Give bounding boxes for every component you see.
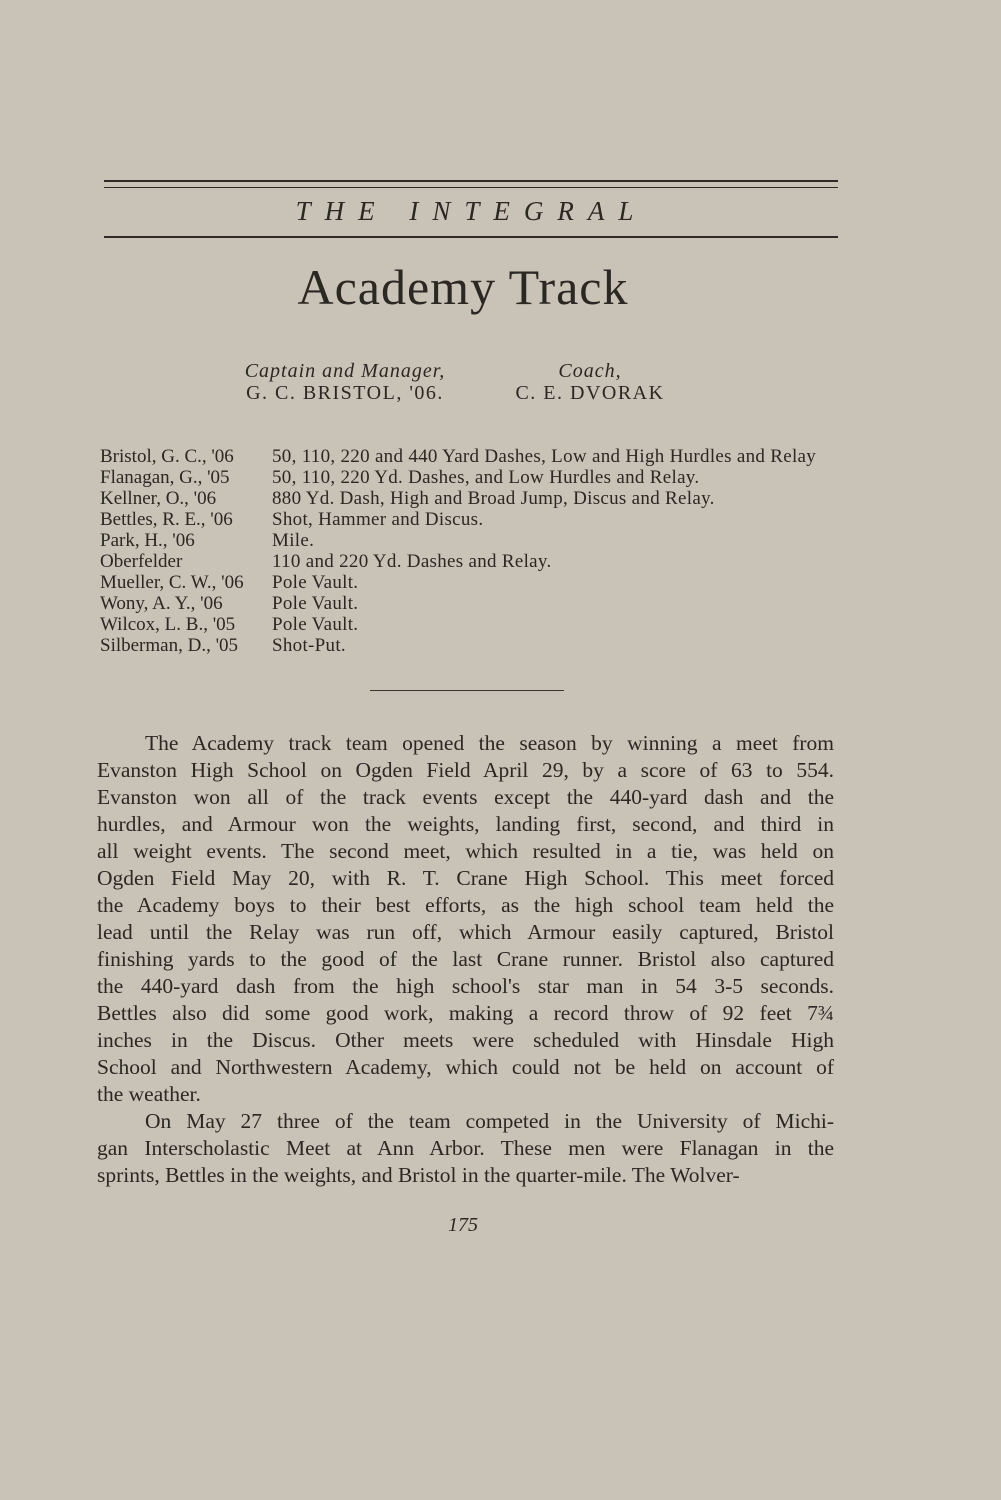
body-line: On May 27 three of the team competed in the University of Michi- [145, 1109, 834, 1133]
body-line: inches in the Discus. Other meets were scheduled with Hinsdale High [97, 1028, 834, 1052]
body-line: finishing yards to the good of the last Crane runner. Bristol also captured [97, 947, 834, 971]
body-line: Ogden Field May 20, with R. T. Crane High School. This meet forced [97, 866, 834, 890]
athlete-events: Pole Vault. [272, 614, 359, 635]
body-line: all weight events. The second meet, which resulted in a tie, was held on [97, 839, 834, 863]
officer-name: G. C. BRISTOL, '06. [246, 382, 444, 404]
page-title: Academy Track [297, 259, 629, 315]
athlete-name: Wony, A. Y., '06 [100, 593, 223, 614]
athlete-events: 50, 110, 220 and 440 Yard Dashes, Low and High Hurdles and Relay [272, 446, 817, 467]
roster-row [100, 488, 816, 509]
page-number: 175 [448, 1214, 478, 1236]
header-rule-top-thin [104, 187, 838, 188]
athlete-events: 880 Yd. Dash, High and Broad Jump, Discus and Relay. [272, 488, 715, 509]
officer-name: C. E. DVORAK [515, 382, 665, 404]
body-line: sprints, Bettles in the weights, and Bristol in the quarter-mile. The Wolver- [97, 1163, 740, 1187]
athlete-events: 50, 110, 220 Yd. Dashes, and Low Hurdles and Relay. [272, 467, 700, 488]
body-line: the Academy boys to their best efforts, as the high school team held the [97, 893, 834, 917]
body-line: Evanston won all of the track events except the 440-yard dash and the [97, 785, 834, 809]
roster-row [100, 593, 816, 614]
officer-role: Captain and Manager, [244, 360, 446, 382]
athlete-name: Mueller, C. W., '06 [100, 572, 244, 593]
body-line: gan Interscholastic Meet at Ann Arbor. These men were Flanagan in the [97, 1136, 834, 1160]
coach-block [500, 360, 680, 404]
header-rule-bottom [104, 236, 838, 238]
body-line: lead until the Relay was run off, which Armour easily captured, Bristol [97, 920, 834, 944]
captain-block [240, 360, 450, 404]
athlete-name: Park, H., '06 [100, 530, 195, 551]
athlete-name: Oberfelder [100, 551, 183, 572]
athlete-events: Shot, Hammer and Discus. [272, 509, 484, 530]
athlete-events: Pole Vault. [272, 593, 359, 614]
athlete-name: Wilcox, L. B., '05 [100, 614, 236, 635]
athlete-name: Flanagan, G., '05 [100, 467, 230, 488]
header-rule-top [104, 180, 838, 182]
roster-row [100, 614, 816, 635]
body-line: the 440-yard dash from the high school's star man in 54 3-5 seconds. [97, 974, 834, 998]
roster-row [100, 509, 816, 530]
body-line: hurdles, and Armour won the weights, landing first, second, and third in [97, 812, 834, 836]
athlete-name: Silberman, D., '05 [100, 635, 238, 656]
athlete-name: Kellner, O., '06 [100, 488, 217, 509]
athlete-events: Mile. [272, 530, 315, 551]
roster-row [100, 551, 816, 572]
roster-row [100, 635, 816, 656]
section-divider [370, 690, 564, 691]
athlete-name: Bettles, R. E., '06 [100, 509, 233, 530]
roster-row [100, 446, 816, 467]
body-line: the weather. [97, 1082, 201, 1106]
running-title: THE INTEGRAL [295, 196, 648, 226]
athlete-name: Bristol, G. C., '06 [100, 446, 234, 467]
roster-row [100, 572, 816, 593]
body-line: The Academy track team opened the season by winning a meet from [145, 731, 834, 755]
roster-row [100, 467, 816, 488]
roster-row [100, 530, 816, 551]
officer-role: Coach, [558, 360, 622, 382]
body-line: School and Northwestern Academy, which could not be held on account of [97, 1055, 834, 1079]
athlete-events: Pole Vault. [272, 572, 359, 593]
athlete-events: 110 and 220 Yd. Dashes and Relay. [272, 551, 552, 572]
body-line: Evanston High School on Ogden Field April 29, by a score of 63 to 554. [97, 758, 834, 782]
body-text [97, 730, 834, 1189]
athlete-events: Shot-Put. [272, 635, 346, 656]
body-line: Bettles also did some good work, making a record throw of 92 feet 7¾ [97, 1001, 834, 1025]
roster-list [100, 446, 816, 656]
